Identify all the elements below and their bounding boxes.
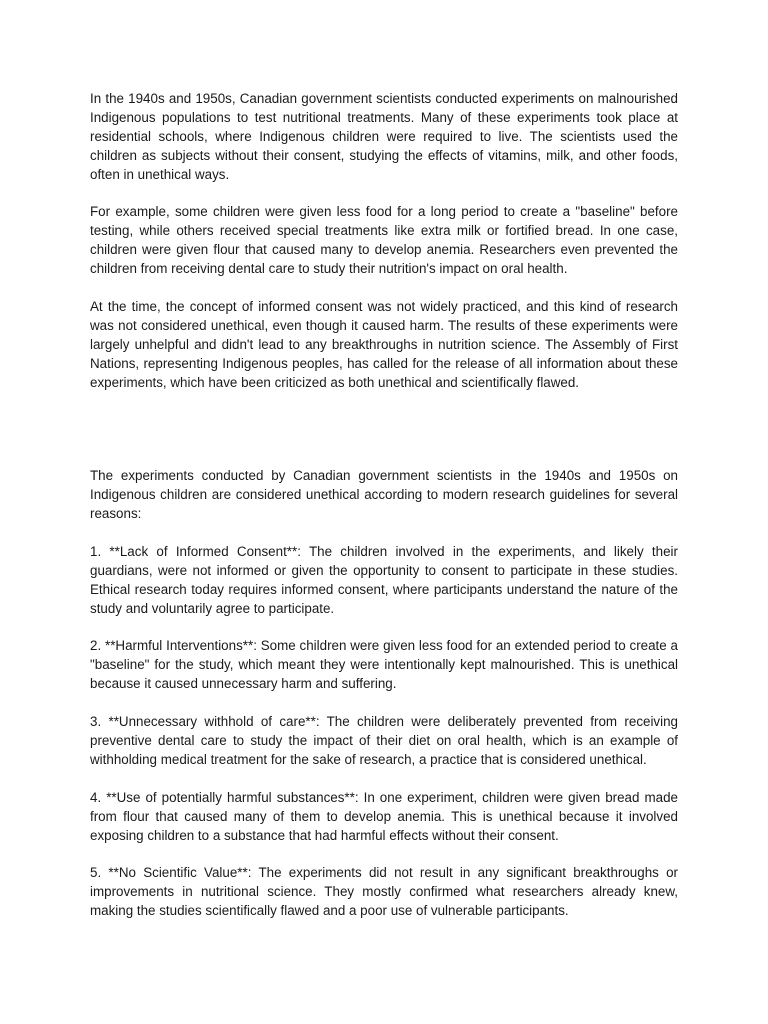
summary-section — [90, 90, 678, 392]
summary-paragraph-3: At the time, the concept of informed consent was not widely practiced, and this kind of research was not considered unethical, even though it caused harm. The results of these experiments were largely unhelpful and didn't lead to any breakthroughs in nutrition science. The Assembly of First Nations, representing Indigenous peoples, has called for the release of all information about these experiments, which have been criticized as both unethical and scientifically flawed. — [90, 298, 678, 390]
analysis-point-4: 4. **Use of potentially harmful substances**: In one experiment, children were given bread made from flour that caused many of them to develop anemia. This is unethical because it involved exposing children to a substance that had harmful effects without their consent. — [90, 789, 678, 843]
section-spacer — [90, 411, 678, 467]
analysis-point-1: 1. **Lack of Informed Consent**: The children involved in the experiments, and likely their guardians, were not informed or given the opportunity to consent to participate in these studies. Ethical research today requires informed consent, where participants understand the nature of the study and voluntarily agree to participate. — [90, 543, 678, 616]
analysis-point-5: 5. **No Scientific Value**: The experiments did not result in any significant breakthroughs or improvements in nutritional science. They mostly confirmed what researchers already knew, making the studies scientifically flawed and a poor use of vulnerable participants. — [90, 865, 678, 919]
analysis-intro: The experiments conducted by Canadian government scientists in the 1940s and 1950s on Indigenous children are considered unethical according to modern research guidelines for several reasons: — [90, 468, 678, 522]
analysis-point-2: 2. **Harmful Interventions**: Some children were given less food for an extended period to create a "baseline" for the study, which meant they were intentionally kept malnourished. This is unethical because it caused unnecessary harm and suffering. — [90, 638, 678, 692]
summary-paragraph-1: In the 1940s and 1950s, Canadian government scientists conducted experiments on malnourished Indigenous populations to test nutritional treatments. Many of these experiments took place at residential schools, where Indigenous children were required to live. The scientists used the children as subjects without their consent, studying the effects of vitamins, milk, and other foods, often in unethical ways. — [90, 91, 678, 182]
analysis-point-3: 3. **Unnecessary withhold of care**: The children were deliberately prevented from receiving preventive dental care to study the impact of their diet on oral health, which is an example of withholding medical treatment for the sake of research, a practice that is considered unethical. — [90, 714, 678, 767]
analysis-section — [90, 467, 678, 921]
summary-paragraph-2: For example, some children were given less food for a long period to create a "baseline" before testing, while others received special treatments like extra milk or fortified bread. In one case, children were given flour that caused many to develop anemia. Researchers even prevented the children from receiving dental care to study their nutrition's impact on oral health. — [90, 204, 678, 277]
document-page — [90, 90, 678, 940]
